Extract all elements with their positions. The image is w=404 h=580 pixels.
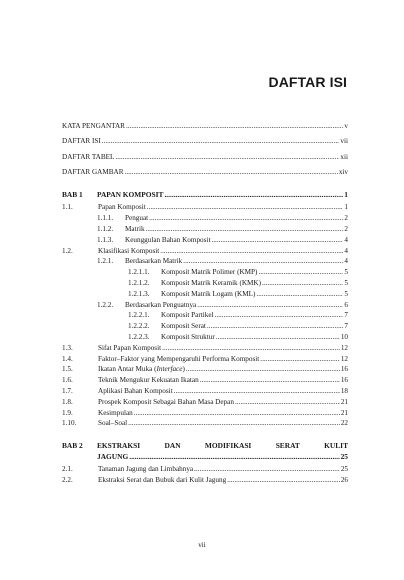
entry-text: Tanaman Jagung dan Limbahnya — [98, 464, 194, 473]
toc-entry[interactable] — [62, 202, 348, 213]
entry-text: Komposit Matrik Keramik (KMK) — [161, 279, 262, 288]
entry-page: 1 — [344, 203, 348, 212]
entry-page: 18 — [340, 387, 348, 396]
entry-number: 1.9. — [62, 408, 73, 417]
entry-page: 7 — [344, 322, 348, 331]
entry-page: 21 — [340, 397, 348, 406]
entry-page: 4 — [344, 257, 348, 266]
entry-number: 1.3. — [62, 343, 73, 352]
entry-number: 1.2. — [62, 246, 73, 255]
entry-page: 7 — [344, 311, 348, 320]
entry-page: 26 — [340, 475, 348, 484]
toc-entry[interactable] — [62, 213, 348, 224]
chapter-title-word: KULIT — [324, 441, 348, 451]
leader-dots — [126, 121, 343, 132]
entry-text: Komposit Serat — [161, 322, 206, 331]
toc-entry-kata-pengantar[interactable] — [62, 121, 348, 132]
entry-text: Keunggulan Bahan Komposit — [125, 235, 211, 244]
toc-entry[interactable] — [62, 354, 348, 365]
leader-dots — [162, 343, 340, 354]
toc-entry-text: DAFTAR TABEL — [62, 152, 115, 161]
leader-dots — [128, 418, 340, 429]
entry-page: 4 — [344, 246, 348, 255]
chapter-title-line2: JAGUNG — [97, 452, 129, 462]
entry-text: Komposit Matrik Polimer (KMP) — [161, 268, 258, 277]
entry-text: Papan Komposit — [98, 203, 146, 212]
chapter-title: PAPAN KOMPOSIT — [97, 189, 164, 199]
chapter-title-word: DAN — [164, 441, 181, 451]
leader-dots — [194, 464, 340, 475]
toc-entry[interactable] — [62, 278, 348, 289]
toc-entry[interactable] — [62, 300, 348, 311]
toc-entry[interactable] — [62, 224, 348, 235]
toc-entry-text: DAFTAR GAMBAR — [62, 167, 124, 176]
chapter-number: BAB 1 — [62, 189, 83, 199]
toc-entry-page: v — [344, 122, 348, 130]
leader-dots — [200, 375, 340, 386]
toc-entry[interactable] — [62, 464, 348, 475]
entry-number: 1.2.1.3. — [128, 289, 150, 298]
toc-entry[interactable] — [62, 321, 348, 332]
entry-number: 1.4. — [62, 354, 73, 363]
leader-dots — [146, 224, 344, 235]
leader-dots — [160, 246, 343, 257]
leader-dots — [102, 136, 340, 147]
toc-entry[interactable] — [62, 408, 348, 419]
entry-text: Berdasarkan Penguatnya — [125, 300, 197, 309]
toc-entry[interactable] — [62, 475, 348, 486]
entry-page: 5 — [344, 279, 348, 288]
entry-text: Komposit Struktur — [161, 333, 215, 342]
leader-dots — [216, 332, 340, 343]
entry-number: 1.1.3. — [97, 235, 114, 244]
leader-dots — [197, 300, 343, 311]
leader-dots — [235, 397, 340, 408]
toc-chapter-bab1[interactable] — [62, 190, 348, 201]
chapter-title-word: MODIFIKASI — [204, 441, 252, 451]
chapter-title-line1 — [97, 441, 348, 452]
toc-entry-daftar-gambar[interactable] — [62, 167, 348, 178]
chapter-title-word: SERAT — [275, 441, 300, 451]
toc-entry[interactable] — [62, 418, 348, 429]
entry-page: 21 — [340, 408, 348, 417]
toc-entry[interactable] — [62, 310, 348, 321]
entry-page: 2 — [344, 225, 348, 234]
leader-dots — [258, 267, 343, 278]
entry-text: Faktor–Faktor yang Mempengaruhi Performa Komposit — [98, 354, 260, 363]
entry-text: Aplikasi Bahan Komposit — [98, 387, 173, 396]
toc-entry-page: xii — [340, 152, 348, 161]
page-title: DAFTAR ISI — [268, 74, 347, 90]
table-of-contents — [62, 121, 348, 485]
leader-dots — [134, 408, 340, 419]
toc-chapter-bab2-line2[interactable] — [62, 452, 348, 463]
entry-page: 16 — [340, 376, 348, 385]
toc-entry[interactable] — [62, 267, 348, 278]
entry-number: 1.1.1. — [97, 214, 114, 223]
entry-text-post: ) — [182, 365, 185, 374]
leader-dots — [183, 256, 343, 267]
entry-text-pre: Ikatan Antar Muka ( — [98, 365, 157, 374]
entry-page: 25 — [340, 464, 348, 473]
entry-page: 6 — [344, 300, 348, 309]
entry-text: Penguat — [125, 214, 149, 223]
leader-dots — [207, 321, 343, 332]
entry-number: 1.2.1. — [97, 257, 114, 266]
entry-text: Soal–Soal — [98, 419, 128, 428]
entry-page: 4 — [344, 235, 348, 244]
entry-page: 5 — [344, 289, 348, 298]
chapter-page: 25 — [340, 452, 348, 462]
toc-entry[interactable] — [62, 332, 348, 343]
toc-entry-daftar-tabel[interactable] — [62, 152, 348, 163]
entry-text: Berdasarkan Matrik — [125, 257, 183, 266]
entry-text: Komposit Partikel — [161, 311, 214, 320]
entry-number: 1.2.1.1. — [128, 268, 150, 277]
leader-dots — [149, 213, 343, 224]
toc-entry[interactable] — [62, 343, 348, 354]
toc-entry-page: vii — [340, 137, 348, 146]
page-number-footer: vii — [198, 541, 206, 549]
entry-number: 2.2. — [62, 475, 73, 484]
toc-entry[interactable] — [62, 256, 348, 267]
leader-dots — [215, 310, 344, 321]
entry-text: Komposit Matrik Logam (KML) — [161, 289, 256, 298]
entry-page: 22 — [340, 419, 348, 428]
entry-text: Klasifikasi Komposit — [98, 246, 160, 255]
chapter-page: 1 — [344, 189, 348, 199]
entry-number: 1.8. — [62, 397, 73, 406]
leader-dots — [256, 289, 343, 300]
leader-dots — [227, 475, 340, 486]
entry-page: 12 — [340, 343, 348, 352]
entry-text: Prospek Komposit Sebagai Bahan Masa Depan — [98, 397, 234, 406]
entry-text: Teknik Mengukur Kekuatan Ikatan — [98, 376, 199, 385]
toc-entry-text: KATA PENGANTAR — [62, 122, 125, 130]
entry-number: 1.10. — [62, 419, 77, 428]
leader-dots — [260, 354, 340, 365]
entry-number: 1.2.2.1. — [128, 311, 150, 320]
leader-dots — [262, 278, 343, 289]
entry-text: Sifat Papan Komposit — [98, 343, 162, 352]
toc-entry[interactable] — [62, 364, 348, 375]
toc-entry[interactable] — [62, 375, 348, 386]
toc-chapter-bab2[interactable] — [62, 441, 348, 452]
toc-entry[interactable] — [62, 235, 348, 246]
leader-dots — [211, 235, 343, 246]
leader-dots — [125, 167, 338, 178]
entry-number: 1.2.2.3. — [128, 333, 150, 342]
toc-entry-daftar-isi[interactable] — [62, 136, 348, 147]
entry-text: Ekstraksi Serat dan Bubuk dari Kulit Jagung — [98, 475, 227, 484]
entry-text: Kesimpulan — [98, 408, 133, 417]
entry-number: 1.2.2.2. — [128, 322, 150, 331]
entry-number: 1.2.1.2. — [128, 279, 150, 288]
toc-entry[interactable] — [62, 386, 348, 397]
leader-dots — [164, 190, 343, 201]
toc-entry[interactable] — [62, 246, 348, 257]
entry-number: 1.2.2. — [97, 300, 114, 309]
toc-entry[interactable] — [62, 397, 348, 408]
toc-entry-page: xiv — [338, 167, 348, 176]
entry-text-italic: Interface — [156, 365, 183, 374]
chapter-number: BAB 2 — [62, 441, 83, 451]
entry-number: 2.1. — [62, 464, 73, 473]
entry-page: 5 — [344, 268, 348, 277]
entry-page: 16 — [340, 365, 348, 374]
leader-dots — [147, 202, 344, 213]
entry-number: 1.1. — [62, 203, 73, 212]
entry-number: 1.5. — [62, 365, 73, 374]
leader-dots — [129, 452, 339, 463]
entry-text — [98, 364, 185, 375]
toc-entry-text: DAFTAR ISI — [62, 137, 101, 146]
chapter-title-word: EKSTRAKSI — [97, 441, 141, 451]
entry-text: Matrik — [125, 225, 145, 234]
entry-number: 1.6. — [62, 376, 73, 385]
entry-page: 2 — [344, 214, 348, 223]
toc-entry[interactable] — [62, 289, 348, 300]
entry-number: 1.7. — [62, 387, 73, 396]
leader-dots — [174, 386, 340, 397]
entry-page: 12 — [340, 354, 348, 363]
leader-dots — [115, 152, 339, 163]
entry-page: 10 — [340, 333, 348, 342]
entry-number: 1.1.2. — [97, 225, 114, 234]
leader-dots — [186, 364, 340, 375]
